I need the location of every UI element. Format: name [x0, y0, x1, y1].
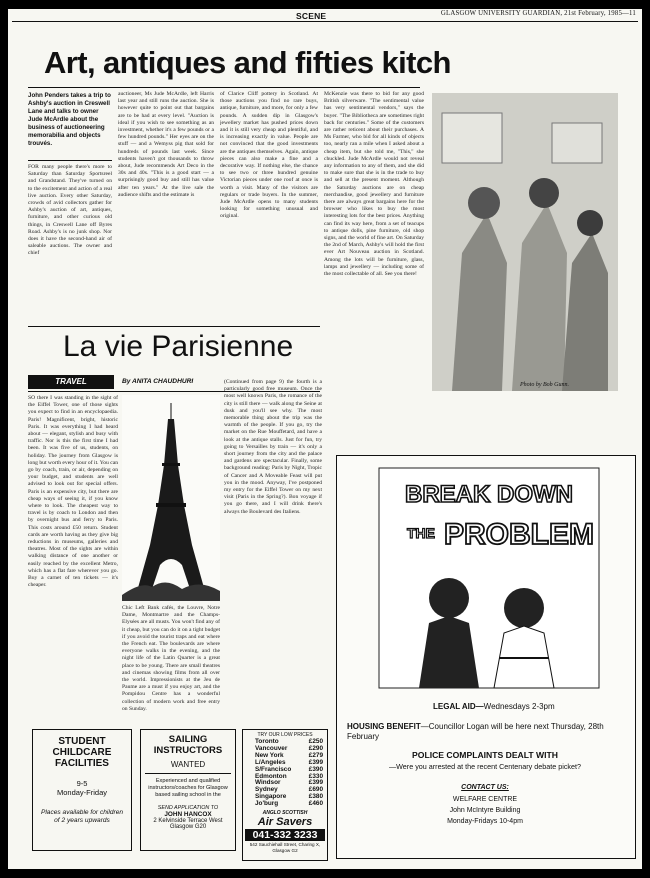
air-savers-phone[interactable]: 041-332 3233 — [245, 829, 325, 841]
flight-route-price: £390 — [308, 765, 323, 773]
masthead: GLASGOW UNIVERSITY GUARDIAN, 21st February, 1985—11 — [440, 10, 636, 17]
paris-byline: By ANITA CHAUDHURI — [122, 378, 194, 385]
paris-top-rule — [28, 326, 320, 327]
sailing-rule — [145, 773, 231, 774]
flight-route-price: £690 — [308, 786, 323, 794]
flight-route-price: £279 — [308, 751, 323, 759]
section-label: SCENE — [296, 11, 327, 21]
welfare-centre: WELFARE CENTRE — [452, 796, 518, 803]
air-savers-ad — [242, 729, 328, 861]
flight-route-city: Vancouver — [255, 744, 288, 752]
housing-text: —Councillor Logan will be here next Thursday, 28th February — [347, 722, 604, 741]
antiques-col4: McKenzie was there to bid for any good British silverware. "The sentimental value has very sentimental vendors," says the buyer. "The Bibliotheca are sometimes right back for centuries." Some of the customers are rather reticent about their purchases. A Ms Farmer, who bid for all kinds of objects too, nearly ran a mile when I asked about a cheap item, but she told me, "This," she chuckled. Jude McArdle would not reveal any information to any of them, and she did to make sure that she is in the trade to buy and sell at the present moment. Although the Saturday auctions are on cheap merchandise, good jewellery and furniture there are always great bargains here for the browser who likes to buy the most interesting lots for the best prices. Anything can find its way here, from a set of teacups to antique dolls, pine furniture, old shop signs, and the world of fine art. On Saturday the 2nd of March, Ashby's will hold the first ever Art Nouveau auction in Scotland. Among the lots will be furniture, glass, lamps and jewellery — including some of the most collectable of all. See you there! — [324, 91, 424, 278]
flight-route-price: £399 — [308, 779, 323, 787]
flight-route-city: Edmonton — [255, 772, 287, 780]
header-rule — [12, 21, 638, 22]
police-question: —Were you arrested at the recent Centenary debate picket? — [388, 762, 582, 771]
flight-route-city: S/Francisco — [255, 765, 292, 773]
newspaper-page — [8, 9, 642, 869]
eiffel-tower-icon — [122, 395, 220, 601]
flight-route-price: £250 — [308, 738, 323, 745]
eiffel-tower-photo — [122, 395, 220, 601]
childcare-title-1: STUDENT — [58, 736, 106, 747]
flight-route-price: £290 — [308, 744, 323, 752]
legal-aid-label: LEGAL AID— — [433, 702, 484, 711]
flight-price-list — [255, 739, 323, 808]
flights-header: TRY OUR LOW PRICES — [257, 732, 313, 738]
flight-route-city: Sydney — [255, 786, 278, 794]
childcare-title-2: CHILDCARE — [52, 747, 112, 758]
flight-route-city: L/Angeles — [255, 758, 286, 766]
auction-photo-figures — [432, 93, 618, 391]
sailing-addr2: Glasgow G20 — [169, 824, 207, 830]
police-title: POLICE COMPLAINTS DEALT WITH — [412, 750, 558, 760]
air-savers-brand-top: ANGLO SCOTTISH — [262, 810, 308, 817]
paris-col2: Chic Left Bank cafés, the Louvre, Notre Dame, Montmartre and the Champs-Elysées are all musts. You won't find any of it cheap, but you can do it on a tight budget if you avoid the tourist traps and eat where the French eat. The boulevards are where everyone walks in the evening, and the night life of the Latin Quarter is a great place to be young. There are small theatres and cinemas showing films from all over the world. Impressionists at the Jeu de Paume are a must if you enjoy art, and the Pompidou Centre has a wonderful collection of modern work and free entry on Sunday. — [122, 605, 220, 712]
paris-col1: SO there I was standing in the sight of the Eiffel Tower, one of those sights you expect to find in an encyclopaedia. Paris! Magnificent, bright, historic Paris. It was everything I had heard about — elegant, stylish and busy with traffic. Nor is this the first time I had been. It was five of us, students, on holiday. The journey from Glasgow is long but worth every hour of it. You can go by coach, train, or air, depending on your budget, and students are well advised to look out for special offers. Paris is an expensive city, but there are cheap ways of seeing it, if you know where to look. The cheapest way to travel is by coach to London and then by overnight bus and ferry to Paris. This costs around £50 return. Student cards are worth having as they give big reductions in museums, galleries and theatres. Most of the sights are within walking distance of one another or easily reached by the excellent Metro, which has a flat fare wherever you go. Buy a carnet of ten tickets — it's cheaper. — [28, 395, 118, 589]
welfare-hours: Monday-Fridays 10-4pm — [447, 818, 523, 825]
flight-route-price: £399 — [308, 758, 323, 766]
flight-route-city: New York — [255, 751, 284, 759]
childcare-ad — [32, 729, 132, 851]
antiques-col2: auctioneer, Ms Jude McArdle, left Harris last year and still runs the auction. She is however quite to point out that bargains are to be had at every level. "Auction is ideal if you wish to see something as an investment, whether it's a few pounds or a few hundred pounds." Her eyes are on the stuff — and a Wemyss pig that sold for hundreds of pounds last week. Since students haven't got thousands to throw about, Jude recommends Art Deco in the 30s and 40s. "This is a good start — a surprisingly good buy and still has value after ten years." At the live sale the audience shifts and the estimate is — [118, 91, 214, 198]
childcare-note: Places available for children of 2 years upwards — [40, 809, 124, 824]
poster-line1: BREAK DOWN — [405, 481, 573, 508]
photo-caption: Photo by Bob Gunn. — [520, 382, 569, 388]
sailing-title-2: INSTRUCTORS — [153, 745, 223, 756]
welfare-building: John McIntyre Building — [449, 807, 521, 814]
childcare-title-3: FACILITIES — [55, 758, 109, 769]
flight-route-row — [255, 801, 323, 808]
air-savers-brand: Air Savers — [257, 816, 313, 829]
poster-line3: PROBLEM — [444, 518, 594, 551]
legal-aid-time: Wednesdays 2-3pm — [483, 702, 555, 711]
air-savers-address: 542 Sauchiehall Street, Charing X, Glasgow G2 — [249, 842, 321, 853]
antiques-headline: Art, antiques and fifties kitch — [44, 45, 451, 80]
childcare-days: Monday-Friday — [56, 788, 108, 797]
paris-headline: La vie Parisienne — [63, 330, 294, 363]
flight-route-price: £330 — [308, 772, 323, 780]
headline-underline — [28, 87, 420, 88]
sailing-title-1: SAILING — [168, 734, 208, 745]
auction-photo — [432, 93, 618, 391]
sailing-name: JOHN HANCOX — [164, 811, 212, 818]
sailing-body: Experienced and qualified instructors/coaches for Glasgow based sailing school in the — [148, 778, 228, 798]
paris-col3: (Continued from page 9) the fourth is a particularly good free museum. Once the most well known Paris, the romance of the city is still there — walk along the Seine at dusk and you'll see why. The most memorable thing about the trip was the warmth of the people. If you go, try the market on the Rue Mouffetard, and have a look at the antique stalls. Just for fun, try going to Versailles by train — it's only a short journey from the city and the palace and gardens are spectacular. Finally, some background reading: Paris by Night, Tropic of Cancer and A Moveable Feast will put you in the mood. Anyway, I've postponed my entry for the Eiffel Tower on my next visit (Paris in the Spring?). Bon voyage if you go there, and I will drink there's always the Boulevard des Italiens. — [224, 379, 322, 515]
poster-line2: THE — [407, 525, 435, 541]
antiques-col1: FOR many people there's more to Saturday than Saturday Sportsreel and Grandstand. They've turned on to the excitement and action of a real live auction. Every other Saturday, crowds of avid collectors gather for Ashby's auction of art, antiques, furniture, and other curious old things, in Creswell Lane off Byres Road. Ashby's is no junk shop. Nor does it have the second-hand air of saleable auctions. The owner and chief — [28, 164, 112, 257]
travel-kicker: TRAVEL — [28, 375, 114, 389]
flight-route-price: £460 — [308, 800, 323, 808]
antiques-col3: of Clarice Cliff pottery in Scotland. At those auctions you find no rare buys, antique, furniture, and more, for only a few pounds. A sudden dip in Glasgow's jewellery market has pushed prices down and it is still very cheap and plentiful, and is increasing exactly in value. People are not convinced that the good investments are the antiques themselves. Again, antique pieces can also make a fine and a decorative way. If nothing else, the chance to see two or three hundred genuine Victorian pieces under one roof at once is worth a visit. Many of the visitors are regulars or trade buyers. In the summer, Jude McArdle opens to many students looking for something unusual and original. — [220, 91, 318, 220]
sailing-ad — [140, 729, 236, 851]
flight-route-price: £380 — [308, 793, 323, 801]
antiques-standfirst: John Penders takes a trip to Ashby's auction in Creswell Lane and talks to owner Jude McArdle about the business of auctioneering memorabilia and objects trouvés. — [28, 92, 111, 147]
flight-route-city: Jo'burg — [255, 800, 279, 808]
sailing-apply: SEND APPLICATION TO — [157, 805, 219, 811]
break-down-poster — [339, 458, 635, 694]
flight-route-city: Singapore — [255, 793, 287, 801]
sailing-wanted: WANTED — [170, 760, 206, 769]
childcare-hours: 9-5 — [76, 779, 88, 788]
housing-line — [347, 722, 627, 742]
flight-route-city: Windsor — [255, 779, 281, 787]
housing-label: HOUSING BENEFIT — [347, 722, 421, 731]
welfare-ad — [336, 455, 636, 859]
contact-label: CONTACT US: — [461, 784, 509, 791]
flight-route-city: Toronto — [255, 738, 279, 745]
standfirst-rule — [28, 160, 112, 161]
legal-aid-line — [433, 702, 555, 711]
sailing-addr1: 2 Kelvinside Terrace West — [153, 818, 223, 824]
